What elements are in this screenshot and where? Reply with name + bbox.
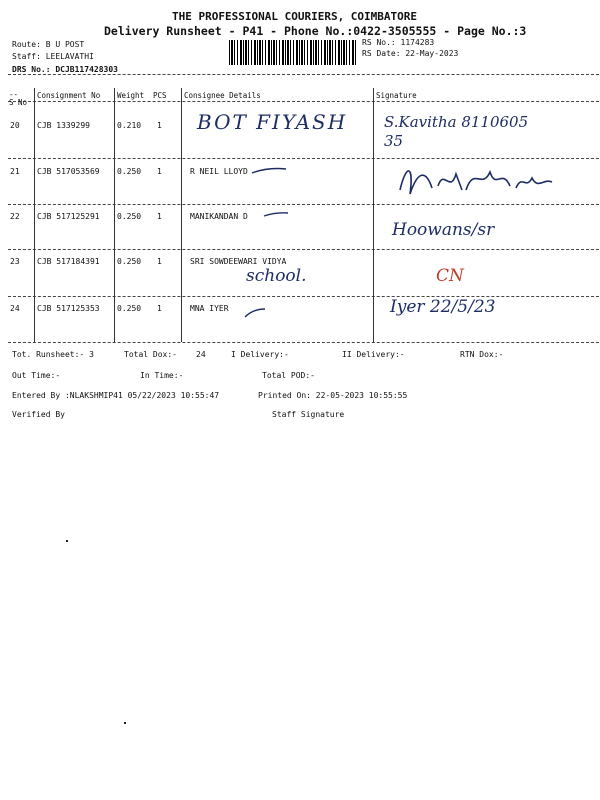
- row-weight: 0.210: [117, 121, 142, 130]
- scan-speck: [124, 722, 126, 724]
- row-consignee: R NEIL LLOYD: [190, 167, 248, 176]
- staff-label: Staff: LEELAVATHI: [12, 52, 94, 61]
- handwritten-consignee: BOT FIYASH: [197, 110, 348, 134]
- scan-speck: [66, 540, 68, 542]
- entered-by: Entered By :NLAKSHMIP41 05/22/2023 10:55:47: [12, 391, 220, 400]
- staff-signature-label: Staff Signature: [272, 410, 345, 419]
- verified-by-label: Verified By: [12, 410, 65, 419]
- rtn-dox-label: RTN Dox:-: [460, 350, 504, 359]
- row-pcs: 1: [157, 167, 162, 176]
- row-weight: 0.250: [117, 167, 142, 176]
- pen-stroke-mark: [262, 209, 292, 219]
- handwritten-signature: CN: [436, 266, 464, 286]
- header-pcs: PCS: [153, 91, 167, 100]
- row-weight: 0.250: [117, 212, 142, 221]
- row-sno: 23: [10, 257, 20, 266]
- pen-stroke-mark: [243, 306, 269, 320]
- row-sno: 22: [10, 212, 20, 221]
- row-pcs: 1: [157, 257, 162, 266]
- pen-stroke-mark: [250, 165, 290, 175]
- ii-delivery-label: II Delivery:-: [342, 350, 405, 359]
- row-weight: 0.250: [117, 257, 142, 266]
- out-time-label: Out Time:-: [12, 371, 61, 380]
- table-bottom-rule: [8, 342, 599, 343]
- header-consignee-details: Consignee Details: [184, 91, 261, 100]
- handwritten-signature: Hoowans/sr: [392, 220, 495, 240]
- row-pcs: 1: [157, 121, 162, 130]
- table-top-rule: [8, 74, 599, 75]
- row-consignee: MANIKANDAN D: [190, 212, 248, 221]
- route-label: Route: B U POST: [12, 40, 85, 49]
- handwritten-signature: S.Kavitha 8110605 35: [384, 113, 529, 150]
- row-consignment: CJB 517125353: [37, 304, 100, 313]
- row-consignment: CJB 517125291: [37, 212, 100, 221]
- drs-number: DRS No.: DCJB117428303: [12, 65, 118, 74]
- printed-on: Printed On: 22-05-2023 10:55:55: [258, 391, 408, 400]
- handwritten-signature: Iyer 22/5/23: [390, 297, 496, 317]
- total-runsheet: Tot. Runsheet:- 3: [12, 350, 94, 359]
- header-consignment-no: Consignment No: [37, 91, 101, 100]
- row-sno: 24: [10, 304, 20, 313]
- signature-scribble: [392, 160, 562, 202]
- row-divider: [8, 296, 599, 297]
- header-weight: Weight: [117, 91, 145, 100]
- row-divider: [8, 249, 599, 250]
- column-divider: [373, 88, 374, 342]
- total-dox-value: 24: [196, 350, 206, 359]
- barcode-image: [229, 40, 357, 65]
- row-pcs: 1: [157, 212, 162, 221]
- row-pcs: 1: [157, 304, 162, 313]
- row-sno: 20: [10, 121, 20, 130]
- rs-date: RS Date: 22-May-2023: [362, 49, 459, 58]
- table-header-rule: [8, 101, 599, 102]
- total-pod-label: Total POD:-: [262, 371, 315, 380]
- runsheet-subtitle: Delivery Runsheet - P41 - Phone No.:0422-3505555 - Page No.:3: [104, 24, 527, 38]
- handwritten-consignee: school.: [246, 266, 307, 286]
- in-time-label: In Time:-: [140, 371, 184, 380]
- header-signature: Signature: [376, 91, 417, 100]
- row-divider: [8, 204, 599, 205]
- row-sno: 21: [10, 167, 20, 176]
- row-consignment: CJB 517184391: [37, 257, 100, 266]
- column-divider: [34, 88, 35, 342]
- row-divider: [8, 158, 599, 159]
- row-weight: 0.250: [117, 304, 142, 313]
- rs-number: RS No.: 1174283: [362, 38, 435, 47]
- i-delivery-label: I Delivery:-: [231, 350, 289, 359]
- row-consignee: MNA IYER: [190, 304, 229, 313]
- row-consignee: SRI SOWDEEWARI VIDYA: [190, 257, 287, 266]
- company-title: THE PROFESSIONAL COURIERS, COIMBATORE: [172, 10, 418, 23]
- column-divider: [114, 88, 115, 342]
- column-divider: [181, 88, 182, 342]
- row-consignment: CJB 1339299: [37, 121, 90, 130]
- row-consignment: CJB 517053569: [37, 167, 100, 176]
- total-dox-label: Total Dox:-: [124, 350, 177, 359]
- header-sno: -- S No: [9, 90, 28, 107]
